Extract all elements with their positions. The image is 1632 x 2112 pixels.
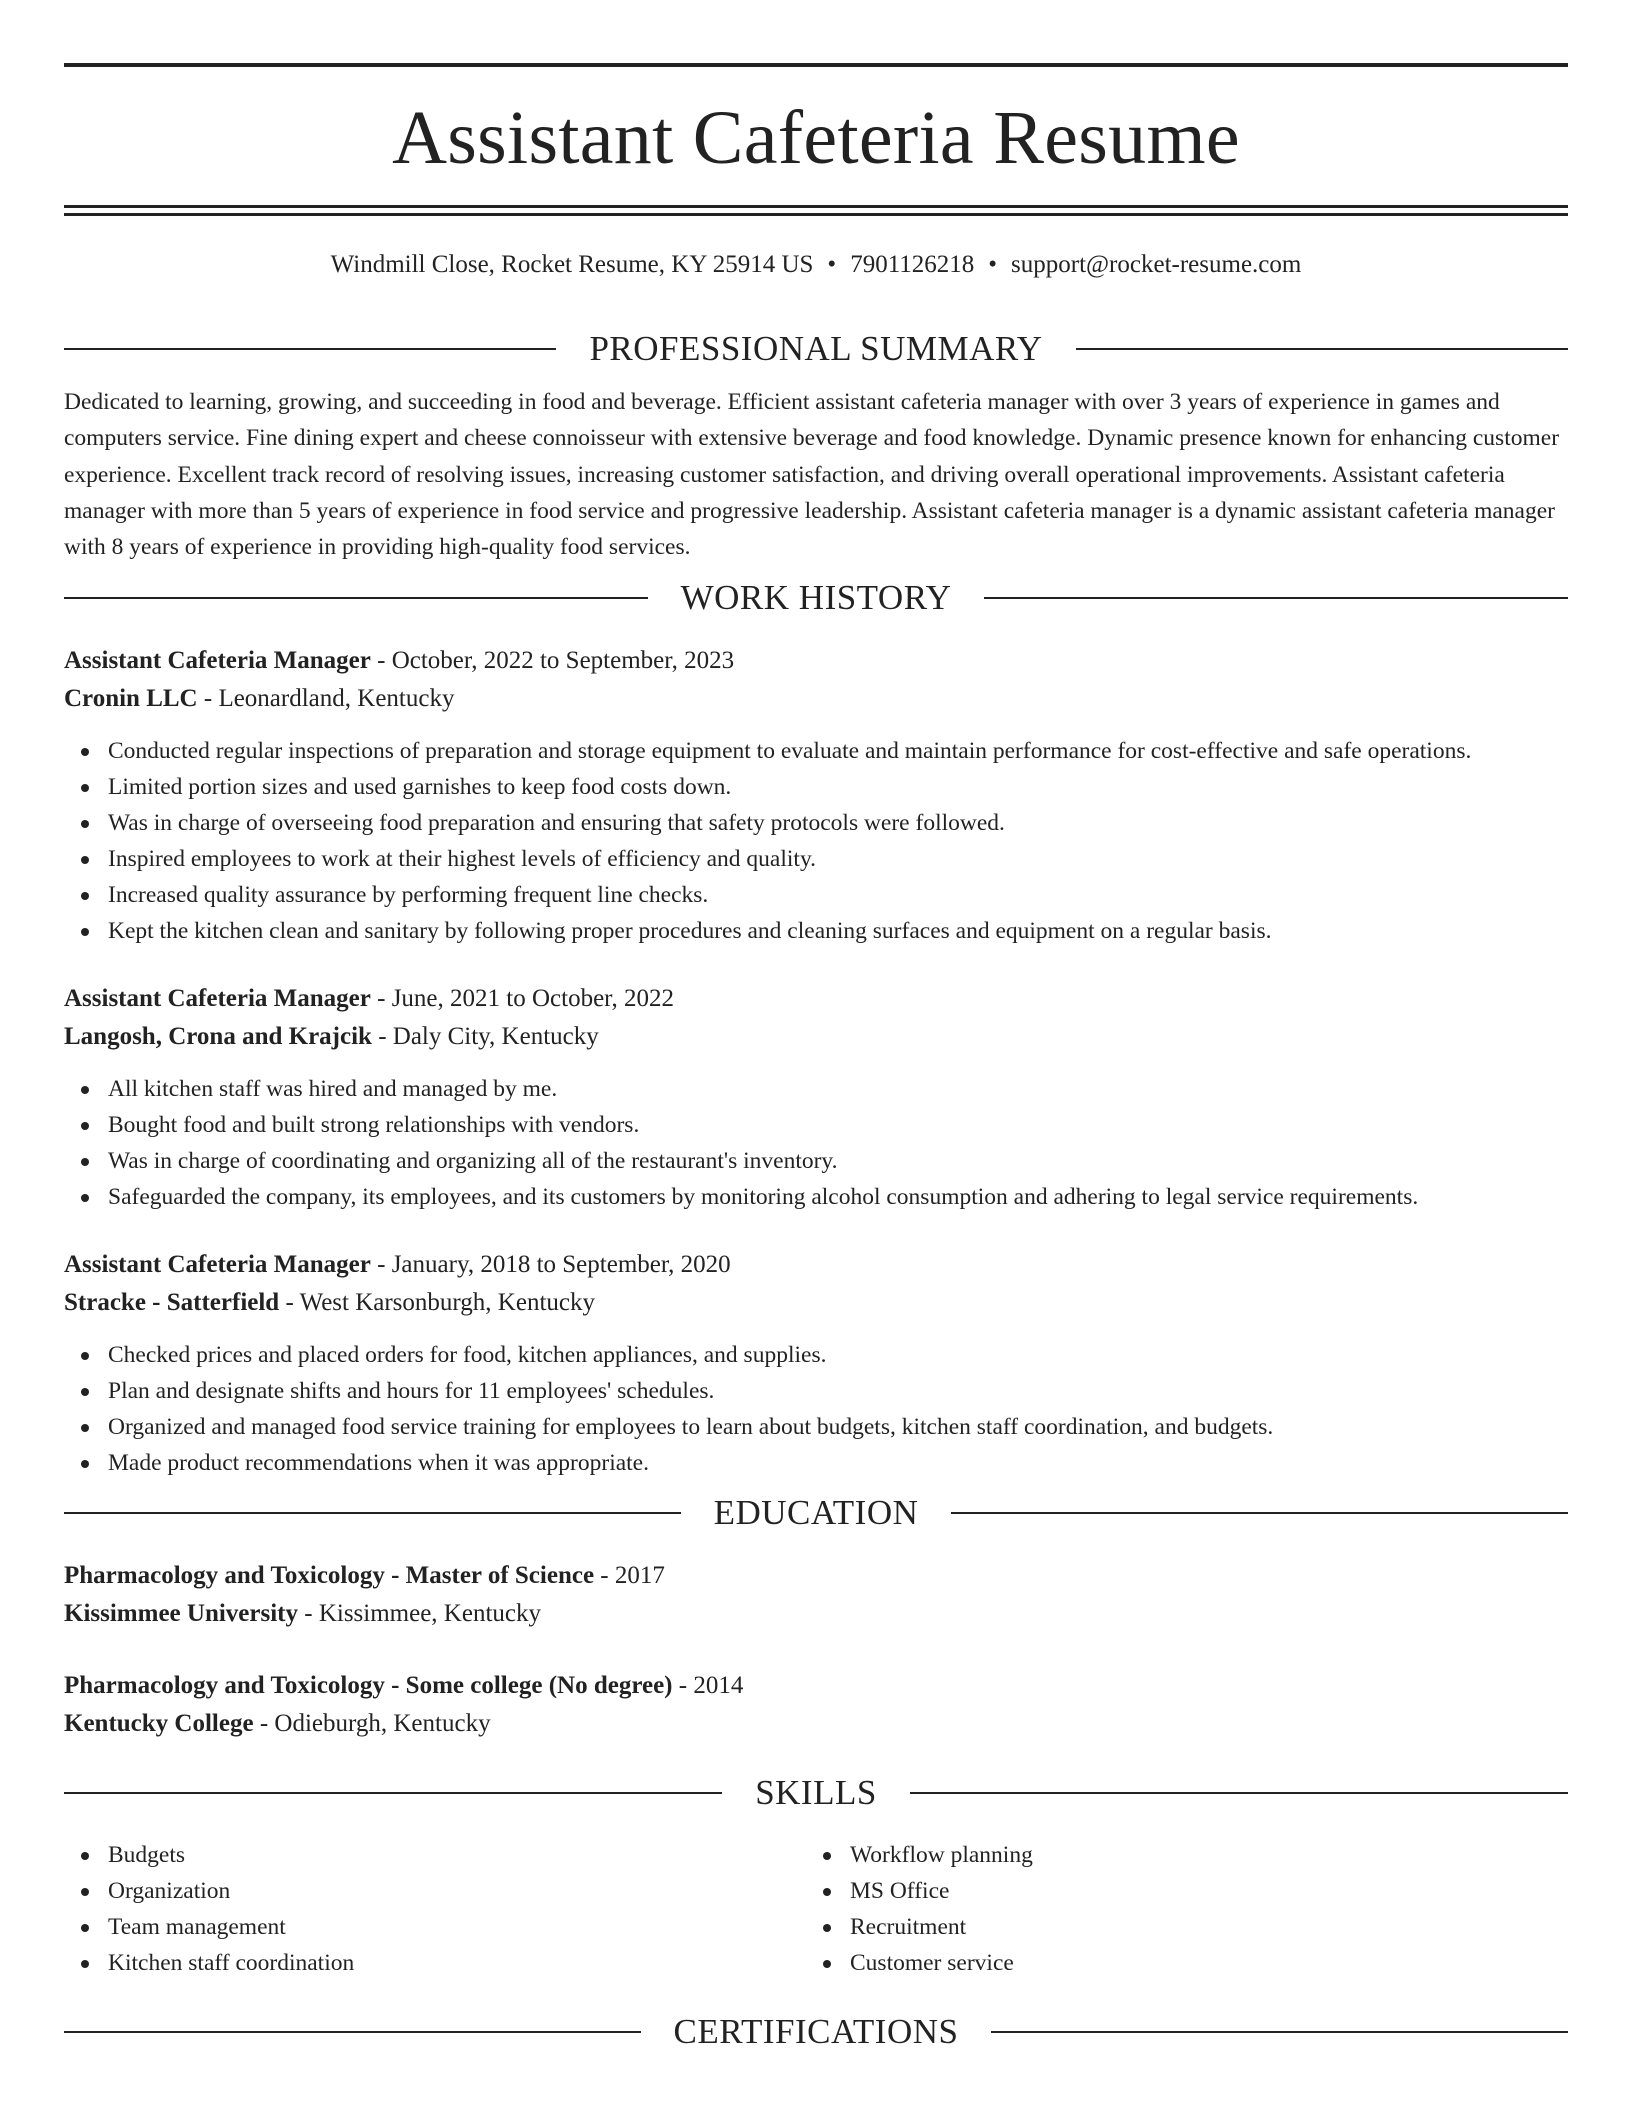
job-title: Assistant Cafeteria Manager (64, 985, 371, 1013)
job-company-line: Langosh, Crona and Krajcik - Daly City, Kentucky (64, 1023, 599, 1051)
heading-rule (64, 348, 556, 350)
school-location: Kissimmee, Kentucky (318, 1600, 541, 1628)
skill-item: Recruitment (806, 1909, 1548, 1945)
school-line: Kissimmee University - Kissimmee, Kentucky (64, 1600, 541, 1628)
list-item: Conducted regular inspections of preparation and storage equipment to evaluate and maintain performance for cost-effective and safe operations. (64, 733, 1568, 769)
job-location: Leonardland, Kentucky (218, 685, 455, 713)
job-dates: January, 2018 to September, 2020 (391, 1251, 731, 1279)
list-item: Organized and managed food service training for employees to learn about budgets, kitchen staff coordination, and budgets. (64, 1409, 1568, 1445)
section-heading-education (64, 1493, 1568, 1533)
degree-year: 2014 (693, 1672, 744, 1700)
section-title: WORK HISTORY (680, 578, 952, 618)
section-heading-skills (64, 1773, 1568, 1813)
job-company: Stracke - Satterfield (64, 1289, 280, 1317)
skill-item: Team management (64, 1909, 806, 1945)
degree-line: Pharmacology and Toxicology - Some college (No degree) - 2014 (64, 1672, 744, 1700)
degree-line: Pharmacology and Toxicology - Master of Science - 2017 (64, 1562, 665, 1590)
skill-item: Customer service (806, 1945, 1548, 1981)
skills-columns (64, 1837, 1568, 1981)
list-item: Made product recommendations when it was appropriate. (64, 1445, 1568, 1481)
heading-rule (64, 2031, 641, 2033)
contact-address: Windmill Close, Rocket Resume, KY 25914 US (330, 251, 814, 278)
contact-email: support@rocket-resume.com (1011, 251, 1302, 278)
list-item: Limited portion sizes and used garnishes to keep food costs down. (64, 769, 1568, 805)
job-company: Cronin LLC (64, 685, 198, 713)
skill-item: Organization (64, 1873, 806, 1909)
skill-item: Workflow planning (806, 1837, 1548, 1873)
list-item: Plan and designate shifts and hours for 11 employees' schedules. (64, 1373, 1568, 1409)
heading-rule (1076, 348, 1568, 350)
job-dates: October, 2022 to September, 2023 (391, 647, 735, 675)
heading-rule (64, 1512, 681, 1514)
job-company-line: Stracke - Satterfield - West Karsonburgh, Kentucky (64, 1289, 595, 1317)
heading-rule (984, 597, 1568, 599)
section-heading-certifications (64, 2012, 1568, 2052)
resume-page (64, 0, 1568, 2052)
contact-separator: • (988, 251, 998, 278)
job-location: Daly City, Kentucky (392, 1023, 599, 1051)
job-title-line: Assistant Cafeteria Manager - January, 2018 to September, 2020 (64, 1251, 731, 1279)
skill-item: Budgets (64, 1837, 806, 1873)
job-duties-list (64, 1071, 1568, 1215)
degree-year: 2017 (614, 1562, 665, 1590)
job-entry (64, 980, 1568, 1215)
section-title: CERTIFICATIONS (673, 2012, 959, 2052)
list-item: All kitchen staff was hired and managed by me. (64, 1071, 1568, 1107)
job-title: Assistant Cafeteria Manager (64, 1251, 371, 1279)
job-company: Langosh, Crona and Krajcik (64, 1023, 372, 1051)
section-title: PROFESSIONAL SUMMARY (589, 329, 1043, 368)
section-title: SKILLS (755, 1773, 877, 1813)
page-title: Assistant Cafeteria Resume (392, 96, 1240, 180)
job-title-line: Assistant Cafeteria Manager - October, 2022 to September, 2023 (64, 647, 735, 675)
list-item: Kept the kitchen clean and sanitary by following proper procedures and cleaning surfaces and equipment on a regular basis. (64, 913, 1568, 949)
education-entry (64, 1667, 1568, 1743)
school-line: Kentucky College - Odieburgh, Kentucky (64, 1710, 491, 1738)
section-heading-work-history (64, 578, 1568, 618)
degree: Pharmacology and Toxicology - Master of Science (64, 1562, 595, 1590)
list-item: Safeguarded the company, its employees, and its customers by monitoring alcohol consumption and adhering to legal service requirements. (64, 1179, 1568, 1215)
school-location: Odieburgh, Kentucky (274, 1710, 491, 1738)
degree: Pharmacology and Toxicology - Some college (No degree) (64, 1672, 673, 1700)
job-duties-list (64, 1337, 1568, 1481)
list-item: Was in charge of overseeing food preparation and ensuring that safety protocols were followed. (64, 805, 1568, 841)
heading-rule (64, 1792, 722, 1794)
top-rule (64, 63, 1568, 67)
job-dates: June, 2021 to October, 2022 (391, 985, 674, 1013)
heading-rule (64, 597, 648, 599)
list-item: Was in charge of coordinating and organizing all of the restaurant's inventory. (64, 1143, 1568, 1179)
list-item: Increased quality assurance by performing frequent line checks. (64, 877, 1568, 913)
heading-rule (951, 1512, 1568, 1514)
summary-paragraph: Dedicated to learning, growing, and succeeding in food and beverage. Efficient assistant cafeteria manager with over 3 years of experience in games and computers service. Fine dining expert and cheese connoisseur with extensive beverage and food knowledge. Dynamic presence known for enhancing customer experience. Excellent track record of resolving issues, increasing customer satisfaction, and driving overall operational improvements. Assistant cafeteria manager with more than 5 years of experience in food service and progressive leadership. Assistant cafeteria manager is a dynamic assistant cafeteria manager with 8 years of experience in providing high-quality food services. (64, 389, 1560, 561)
job-duties-list (64, 733, 1568, 949)
skills-list-left (64, 1837, 806, 1981)
list-item: Inspired employees to work at their highest levels of efficiency and quality. (64, 841, 1568, 877)
contact-separator: • (827, 251, 837, 278)
job-company-line: Cronin LLC - Leonardland, Kentucky (64, 685, 455, 713)
school: Kissimmee University (64, 1600, 298, 1628)
heading-rule (991, 2031, 1568, 2033)
contact-phone: 7901126218 (850, 251, 975, 278)
job-location: West Karsonburgh, Kentucky (299, 1289, 595, 1317)
contact-line (64, 250, 1568, 280)
skills-list-right (806, 1837, 1548, 1981)
list-item: Checked prices and placed orders for food, kitchen appliances, and supplies. (64, 1337, 1568, 1373)
skill-item: Kitchen staff coordination (64, 1945, 806, 1981)
list-item: Bought food and built strong relationships with vendors. (64, 1107, 1568, 1143)
job-entry (64, 642, 1568, 949)
job-title-line: Assistant Cafeteria Manager - June, 2021 to October, 2022 (64, 985, 674, 1013)
section-title: EDUCATION (713, 1493, 919, 1533)
school: Kentucky College (64, 1710, 254, 1738)
education-entry (64, 1557, 1568, 1633)
title-double-rule (64, 205, 1568, 216)
section-heading-summary (64, 329, 1568, 369)
job-entry (64, 1246, 1568, 1481)
heading-rule (910, 1792, 1568, 1794)
job-title: Assistant Cafeteria Manager (64, 647, 371, 675)
skill-item: MS Office (806, 1873, 1548, 1909)
